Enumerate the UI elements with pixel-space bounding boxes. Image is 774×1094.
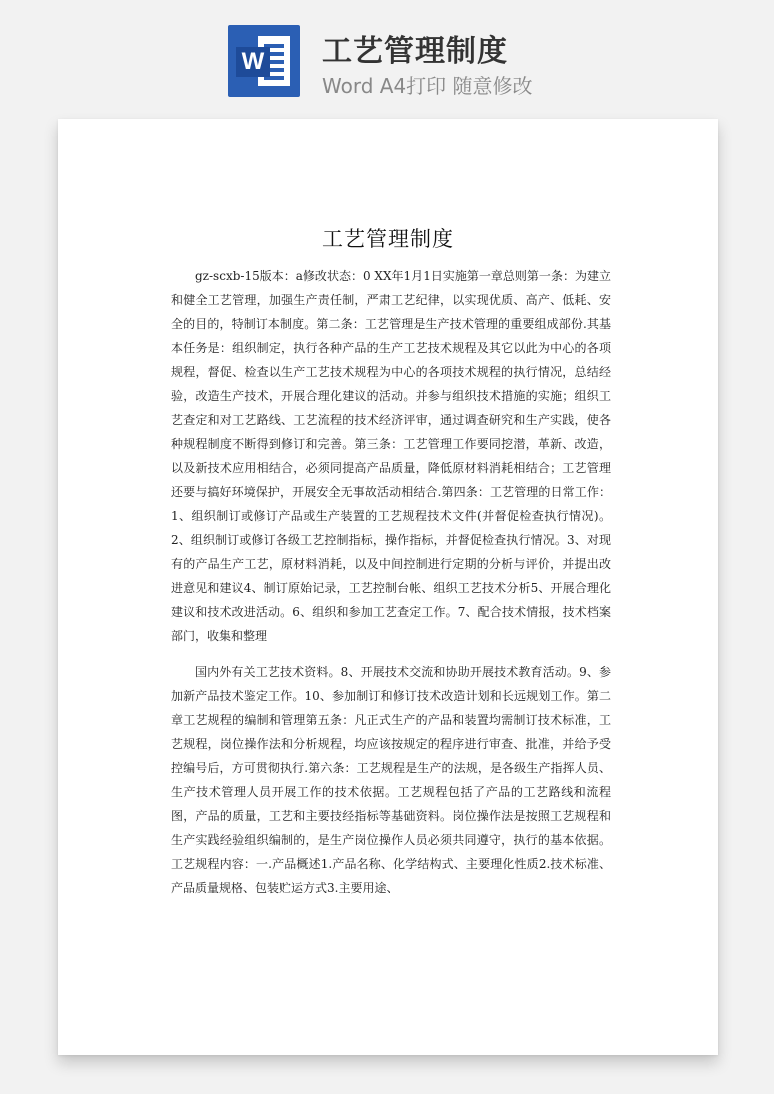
document-body [171,264,611,900]
word-letter-badge: W [236,47,270,77]
paragraph: gz-scxb-15版本：a修改状态：0 XX年1月1日实施第一章总则第一条：为建立和健全工艺管理，加强生产责任制，严肃工艺纪律，以实现优质、高产、低耗、安全的目的，特制订本制度。第二条：工艺管理是生产技术管理的重要组成部份.其基本任务是：组织制定，执行各种产品的生产工艺技术规程及其它以此为中心的各项规程，督促、检查以生产工艺技术规程为中心的各项技术规程的执行情况，总结经验，改造生产技术，开展合理化建议的活动。并参与组织技术措施的实施；组织工艺查定和对工艺路线、工艺流程的技术经济评审，通过调查研究和生产实践，使各种规程制度不断得到修订和完善。第三条：工艺管理工作要同挖潜，革新、改造，以及新技术应用相结合，必须同提高产品质量，降低原材料消耗相结合；工艺管理还要与搞好环境保护，开展安全无事故活动相结合.第四条：工艺管理的日常工作：1、组织制订或修订产品或生产装置的工艺规程技术文件(并督促检查执行情况)。2、组织制订或修订各级工艺控制指标，操作指标，并督促检查执行情况。3、对现有的产品生产工艺，原材料消耗，以及中间控制进行定期的分析与评价，并提出改进意见和建议4、制订原始记录，工艺控制台帐、组织工艺技术分析5、开展合理化建议和技术改进活动。6、组织和参加工艺查定工作。7、配合技术情报，技术档案部门，收集和整理 [171,269,611,643]
word-document-icon [228,25,300,97]
header-banner [0,0,774,118]
document-page [58,119,718,1055]
header-subtitle: Word A4打印 随意修改 [322,74,533,98]
document-title: 工艺管理制度 [322,227,454,251]
paragraph: 国内外有关工艺技术资料。8、开展技术交流和协助开展技术教育活动。9、参加新产品技术鉴定工作。10、参加制订和修订技术改造计划和长远规划工作。第二章工艺规程的编制和管理第五条：凡正式生产的产品和装置均需制订技术标准，工艺规程，岗位操作法和分析规程，均应该按规定的程序进行审查、批准，并给予受控编号后，方可贯彻执行.第六条：工艺规程是生产的法规，是各级生产指挥人员、生产技术管理人员开展工作的技术依据。工艺规程包括了产品的工艺路线和流程图，产品的质量，工艺和主要技经指标等基础资料。岗位操作法是按照工艺规程和生产实践经验组织编制的，是生产岗位操作人员必须共同遵守，执行的基本依据。工艺规程内容：一.产品概述1.产品名称、化学结构式、主要理化性质2.技术标准、产品质量规格、包装贮运方式3.主要用途、 [171,665,611,895]
header-title: 工艺管理制度 [322,34,508,69]
